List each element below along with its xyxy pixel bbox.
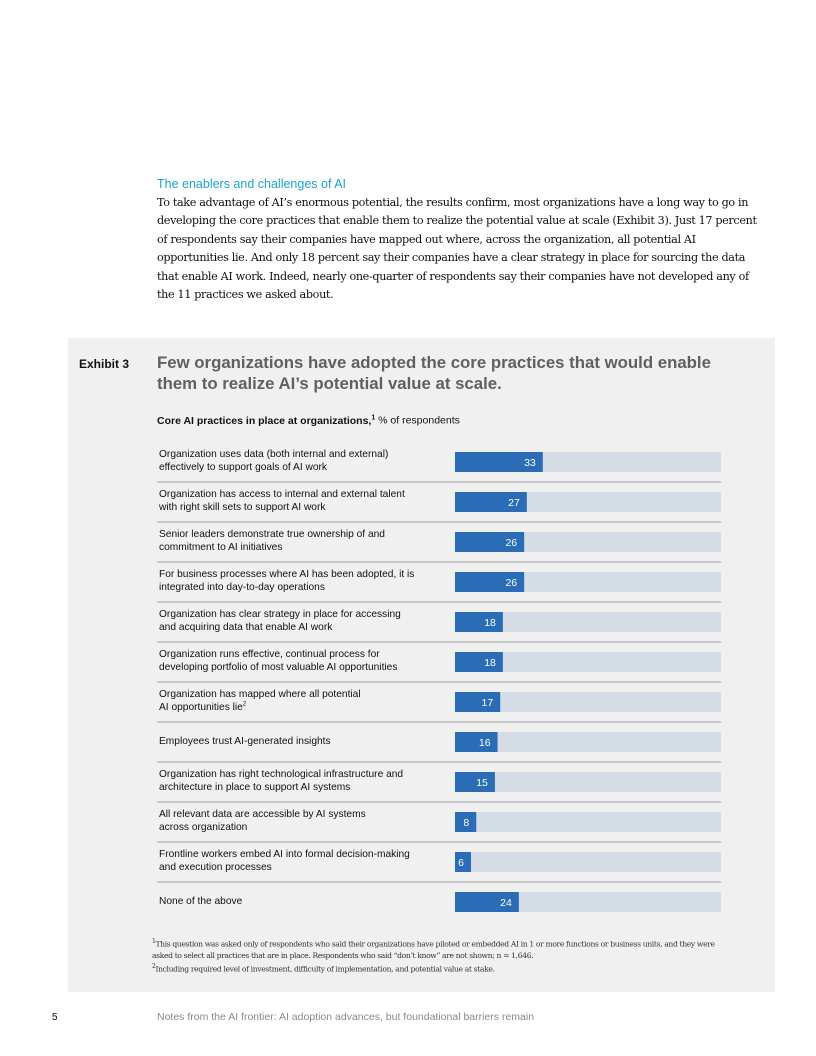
bar-value-label: 24	[500, 897, 512, 909]
row-label-line: Senior leaders demonstrate true ownership of and	[159, 529, 385, 540]
row-label-line: All relevant data are accessible by AI systems	[159, 809, 366, 820]
bar-track	[455, 852, 721, 872]
bar-value-label: 26	[505, 537, 518, 549]
chart-subtitle-footnote-ref: 1	[371, 414, 376, 421]
page-footer-title: Notes from the AI frontier: AI adoption advances, but foundational barriers remain	[157, 1011, 535, 1023]
row-label-line	[159, 501, 449, 514]
bar	[455, 772, 495, 792]
row-label	[159, 528, 449, 554]
bar-value-label: 15	[476, 777, 488, 789]
row-label-line: Employees trust AI-generated insights	[159, 735, 331, 747]
bar	[455, 692, 500, 712]
row-label-line	[159, 861, 449, 874]
row-label	[159, 608, 449, 634]
row-label-line	[159, 581, 449, 594]
row-label	[159, 895, 449, 908]
row-label-line	[159, 701, 449, 714]
footnote-2-number: 2	[152, 962, 156, 970]
row-label-line	[159, 461, 449, 474]
row-label-text: effectively to support goals of AI work	[159, 462, 327, 473]
row-label-text: across organization	[159, 822, 248, 833]
bar-value-label: 33	[524, 457, 536, 469]
footnote-1-number: 1	[152, 938, 156, 945]
chart-subtitle-unit: % of respondents	[375, 414, 460, 427]
row-label-line: None of the above	[159, 895, 243, 907]
intro-paragraph: To take advantage of AI’s enormous potential, the results confirm, most organizations have a long way to go in developing the core practices that enable them to realize the potential value at scale (Exhibit 3). Just 17 percent of respondents say their companies have mapped out where, across the organization, all potential AI opportunities lie. And only 18 percent say their companies have a clear strategy in place for sourcing the data that enable AI work. Indeed, nearly one-quarter of respondents say their companies have not developed any of the 11 practices we asked about.	[157, 196, 757, 302]
row-label-line	[159, 541, 449, 554]
row-label-line: For business processes where AI has been adopted, it is	[159, 569, 415, 580]
footnote-2-text: Including required level of investment, difficulty of implementation, and potential value at stake.	[155, 964, 495, 974]
page-number: 5	[52, 1012, 58, 1023]
bar-track	[455, 812, 721, 832]
bar-value-label: 26	[505, 577, 518, 589]
row-label	[159, 488, 449, 514]
row-label-line: Organization has right technological infrastructure and	[159, 769, 404, 780]
row-label-line: Organization has mapped where all potential	[159, 689, 361, 700]
bar-value-label: 18	[484, 617, 496, 629]
row-label	[159, 568, 449, 594]
footnote-1-text: This question was asked only of respondents who said their organizations have piloted or embedded AI in 1 or more functions or business units, and they were asked to select all practices that are in place. Respondents who said “don’t know” are not shown; n = 1,646.	[152, 939, 715, 960]
row-label-line	[159, 781, 449, 794]
row-label-line	[159, 821, 449, 834]
bar-value-label: 27	[508, 497, 520, 509]
row-label-footnote-ref: 2	[242, 701, 247, 708]
bar-value-label: 6	[458, 857, 464, 869]
row-label-text: commitment to AI initiatives	[159, 542, 283, 553]
row-label	[159, 688, 449, 714]
section-title: The enablers and challenges of AI	[157, 177, 347, 191]
footnote-1	[152, 936, 732, 961]
row-label	[159, 648, 449, 674]
row-label-text: AI opportunities lie	[159, 702, 243, 713]
row-label-line	[159, 621, 449, 634]
exhibit-label: Exhibit 3	[79, 357, 130, 371]
bar	[455, 732, 498, 752]
bar-value-label: 16	[478, 737, 491, 749]
row-label	[159, 448, 449, 474]
row-label	[159, 735, 449, 748]
bar-value-label: 18	[484, 657, 496, 669]
row-label-text: architecture in place to support AI systems	[159, 782, 351, 793]
row-label-text: developing portfolio of most valuable AI opportunities	[159, 662, 398, 673]
row-label-line: Frontline workers embed AI into formal decision-making	[159, 849, 410, 860]
bar-value-label: 8	[463, 817, 470, 829]
row-label-text: with right skill sets to support AI work	[159, 502, 326, 513]
row-label-line: Organization uses data (both internal and external)	[159, 449, 389, 460]
bar-value-label: 17	[481, 697, 494, 709]
exhibit-title: Few organizations have adopted the core practices that would enable them to realize AI’s potential value at scale.	[157, 353, 711, 393]
row-label-line: Organization has access to internal and external talent	[159, 489, 405, 500]
row-label-text: and acquiring data that enable AI work	[159, 622, 333, 633]
row-label	[159, 768, 449, 794]
row-label-line: Organization has clear strategy in place for accessing	[159, 609, 401, 620]
row-label-text: and execution processes	[159, 862, 272, 873]
row-label-line	[159, 661, 449, 674]
footnote-2	[152, 961, 732, 975]
row-label-text: integrated into day-to-day operations	[159, 582, 325, 593]
footnotes	[152, 936, 732, 974]
row-label-line: Organization runs effective, continual process for	[159, 649, 380, 660]
row-label	[159, 808, 449, 834]
chart-subtitle-bold: Core AI practices in place at organizations,	[157, 414, 372, 427]
row-label	[159, 848, 449, 874]
